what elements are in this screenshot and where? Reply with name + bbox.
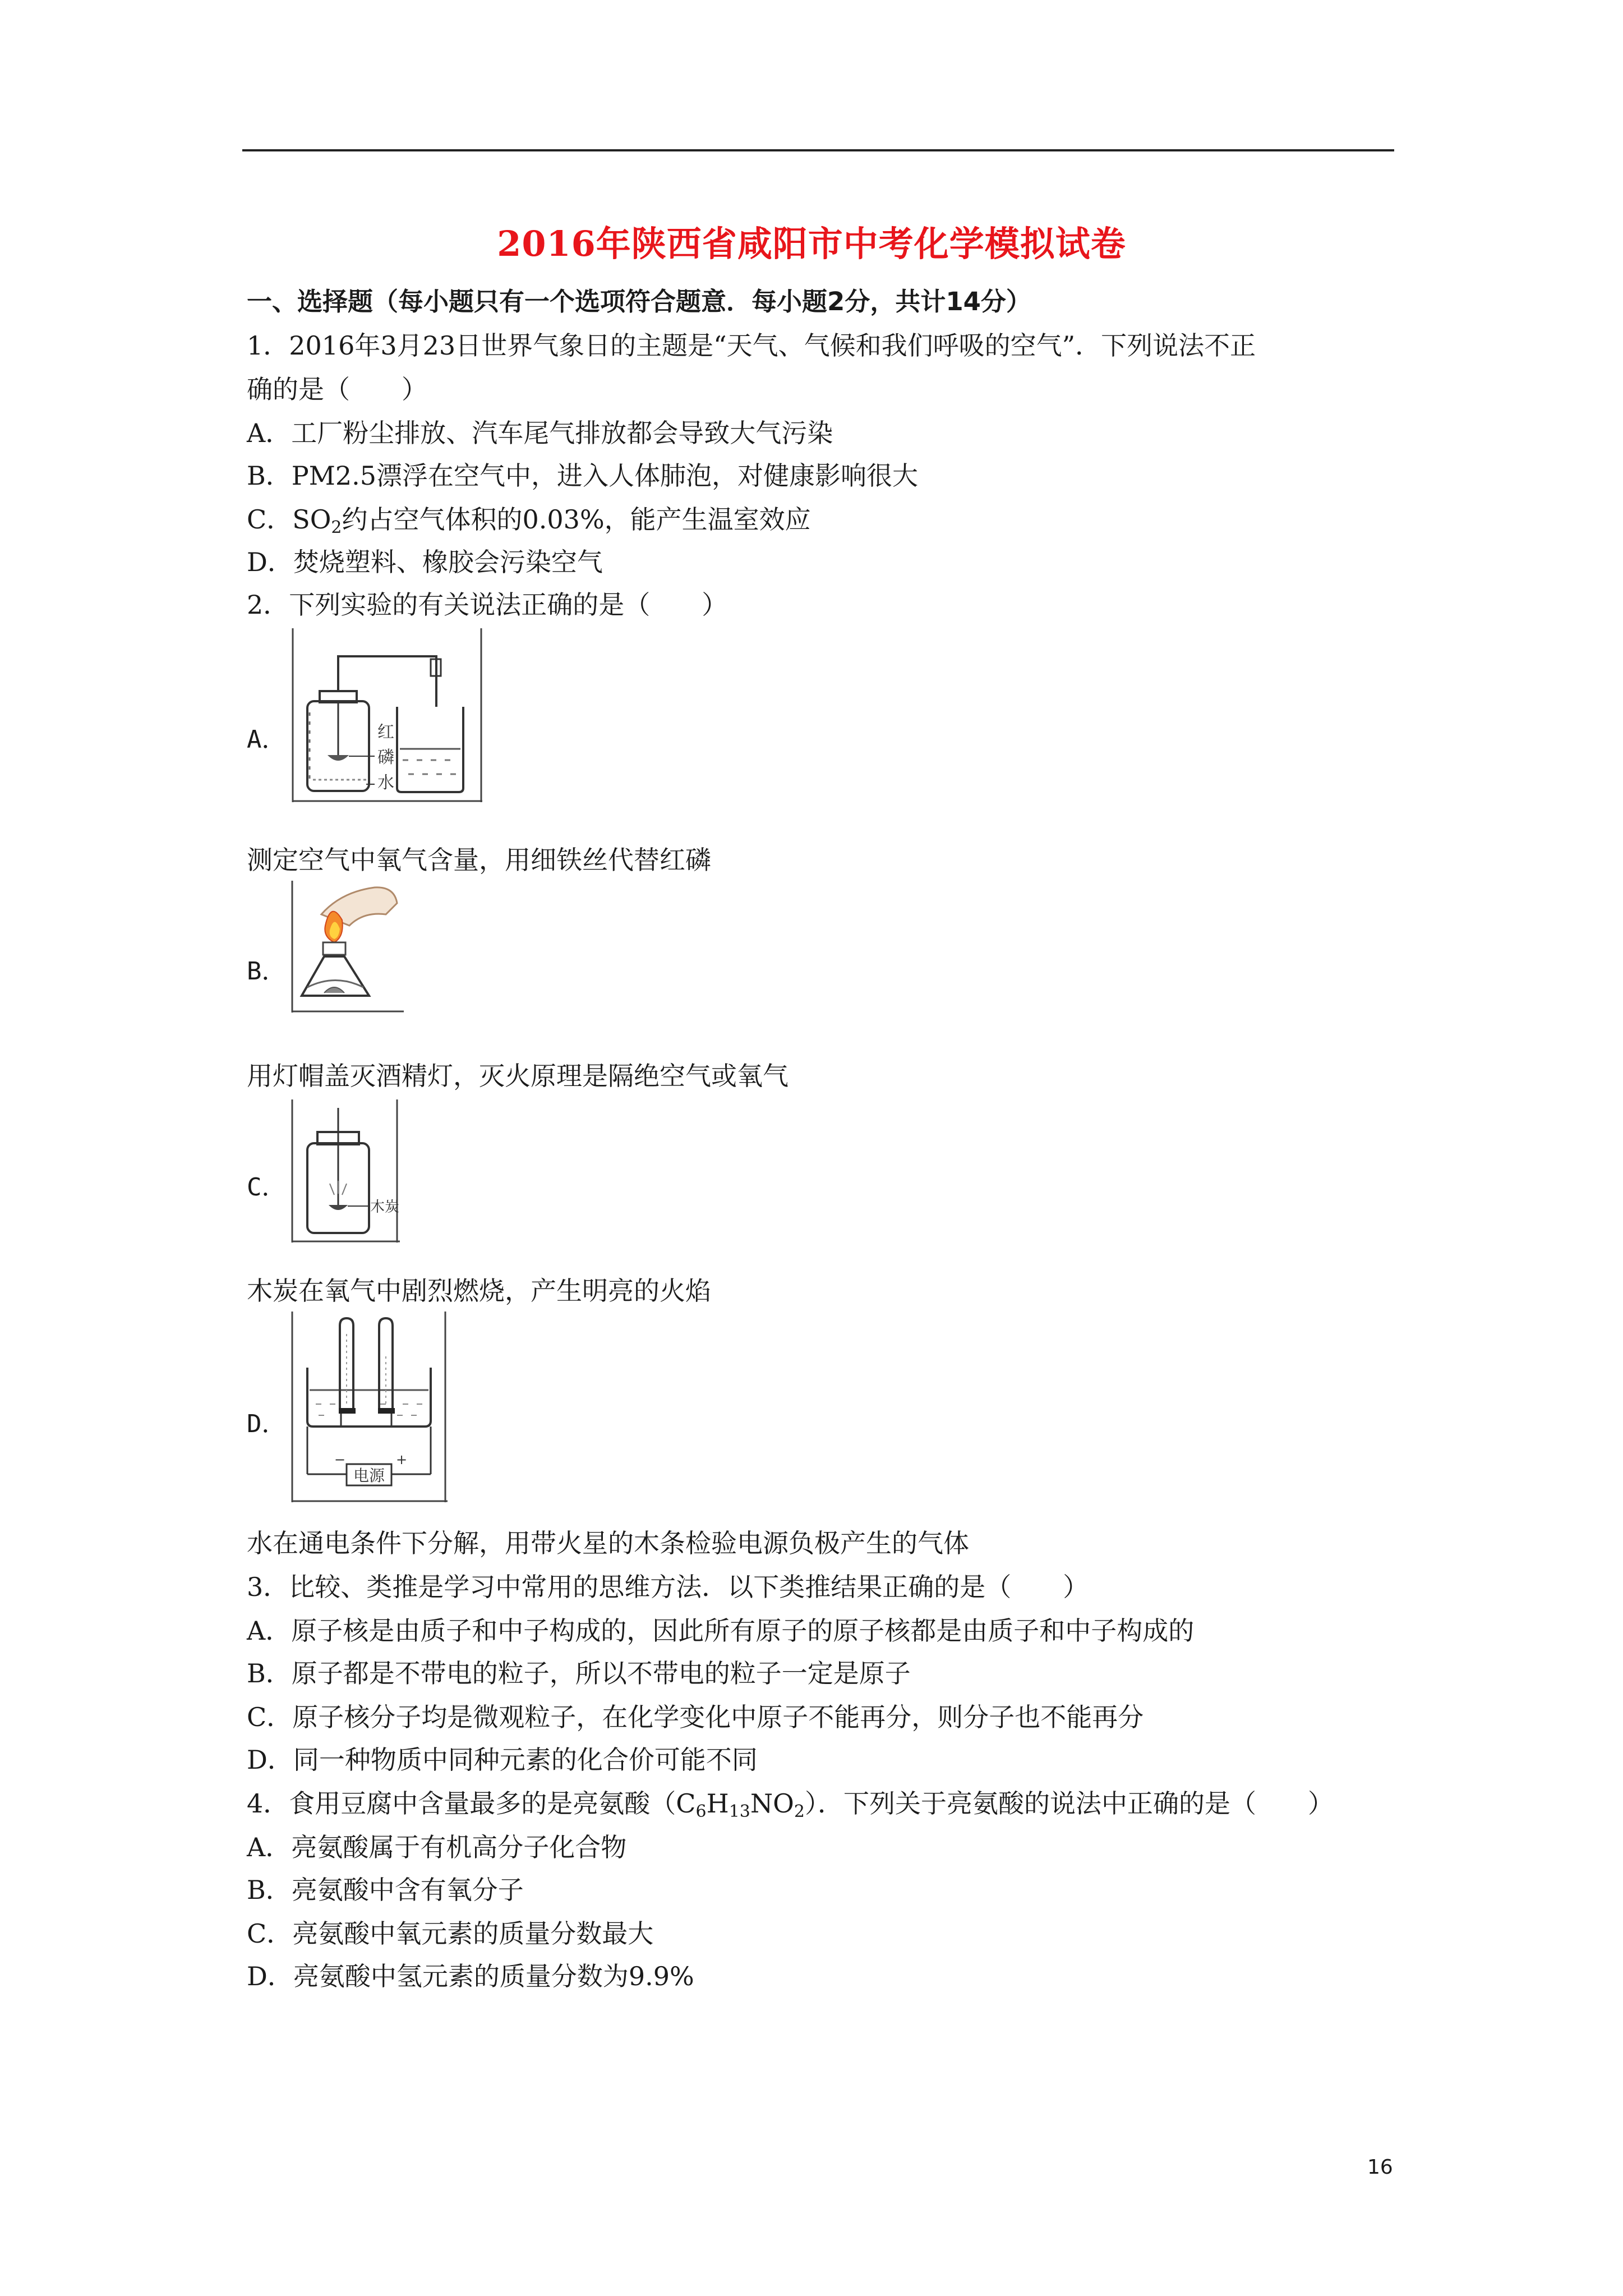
- q2-option-a-text: 测定空气中氧气含量，用细铁丝代替红磷: [247, 845, 711, 875]
- fig-label-power: 电源: [353, 1466, 385, 1485]
- q4-option-c: C．亮氨酸中氧元素的质量分数最大: [247, 1918, 654, 1949]
- fig-label-charcoal: 木炭: [370, 1199, 400, 1216]
- q3-option-c: C．原子核分子均是微观粒子，在化学变化中原子不能再分，则分子也不能再分: [247, 1702, 1144, 1732]
- section-heading: 一、选择题（每小题只有一个选项符合题意．每小题2分，共计14分）: [247, 287, 1031, 316]
- fig-label-water: 水: [377, 773, 394, 793]
- q4-stem: 4．食用豆腐中含量最多的是亮氨酸$(C_6H_{13}NO_2)$．下列关于亮氨酸的说法中正确的是（ ）: [247, 1788, 1334, 1821]
- q2-stem: 2．下列实验的有关说法正确的是（ ）: [247, 590, 728, 620]
- q2-option-b-text: 用灯帽盖灭酒精灯，灭火原理是隔绝空气或氧气: [247, 1061, 789, 1091]
- q2-option-d-letter: D．: [247, 1410, 287, 1438]
- page-number: 16: [1367, 2156, 1393, 2179]
- fig-label-plus: +: [396, 1452, 408, 1467]
- q3-option-b: B．原子都是不带电的粒子，所以不带电的粒子一定是原子: [247, 1658, 911, 1688]
- header-rule: [242, 149, 1394, 151]
- q1-option-d: D．焚烧塑料、橡胶会污染空气: [247, 547, 603, 577]
- q3-stem: 3．比较、类推是学习中常用的思维方法．以下类推结果正确的是（ ）: [247, 1572, 1089, 1602]
- q2-option-a-letter: A．: [247, 725, 287, 754]
- q1-stem-line2: 确的是（ ）: [247, 374, 427, 404]
- q2-option-d-text: 水在通电条件下分解，用带火星的木条检验电源负极产生的气体: [247, 1528, 969, 1558]
- q3-option-a: A．原子核是由质子和中子构成的，因此所有原子的原子核都是由质子和中子构成的: [247, 1616, 1195, 1646]
- q1-option-a: A．工厂粉尘排放、汽车尾气排放都会导致大气污染: [247, 418, 833, 448]
- alcohol-lamp-figure: [291, 881, 404, 1013]
- fig-label-phosphorus: 磷: [377, 748, 394, 767]
- q4-option-b: B．亮氨酸中含有氧分子: [247, 1875, 524, 1905]
- q1-stem-line1: 1．2016年3月23日世界气象日的主题是“天气、气候和我们呼吸的空气”．下列说法不正: [247, 330, 1256, 361]
- q2-option-c-text: 木炭在氧气中剧烈燃烧，产生明亮的火焰: [247, 1276, 711, 1306]
- fig-label-red: 红: [377, 723, 394, 742]
- page-title: 2016年陕西省咸阳市中考化学模拟试卷: [497, 223, 1126, 264]
- red-phosphorus-apparatus-figure: [291, 628, 482, 802]
- q1-option-c: C．$SO_2$约占空气体积的0.03%，能产生温室效应: [247, 504, 811, 537]
- q2-option-c-letter: C．: [247, 1173, 287, 1202]
- water-electrolysis-figure: [291, 1312, 448, 1502]
- q4-option-a: A．亮氨酸属于有机高分子化合物: [247, 1832, 627, 1862]
- fig-label-minus: −: [334, 1452, 346, 1467]
- q4-option-d: D．亮氨酸中氢元素的质量分数为9.9%: [247, 1961, 694, 1991]
- q2-option-b-letter: B．: [247, 957, 287, 986]
- q3-option-d: D．同一种物质中同种元素的化合价可能不同: [247, 1745, 758, 1775]
- q1-option-b: B．PM2.5漂浮在空气中，进入人体肺泡，对健康影响很大: [247, 461, 919, 491]
- charcoal-burning-figure: [291, 1099, 400, 1243]
